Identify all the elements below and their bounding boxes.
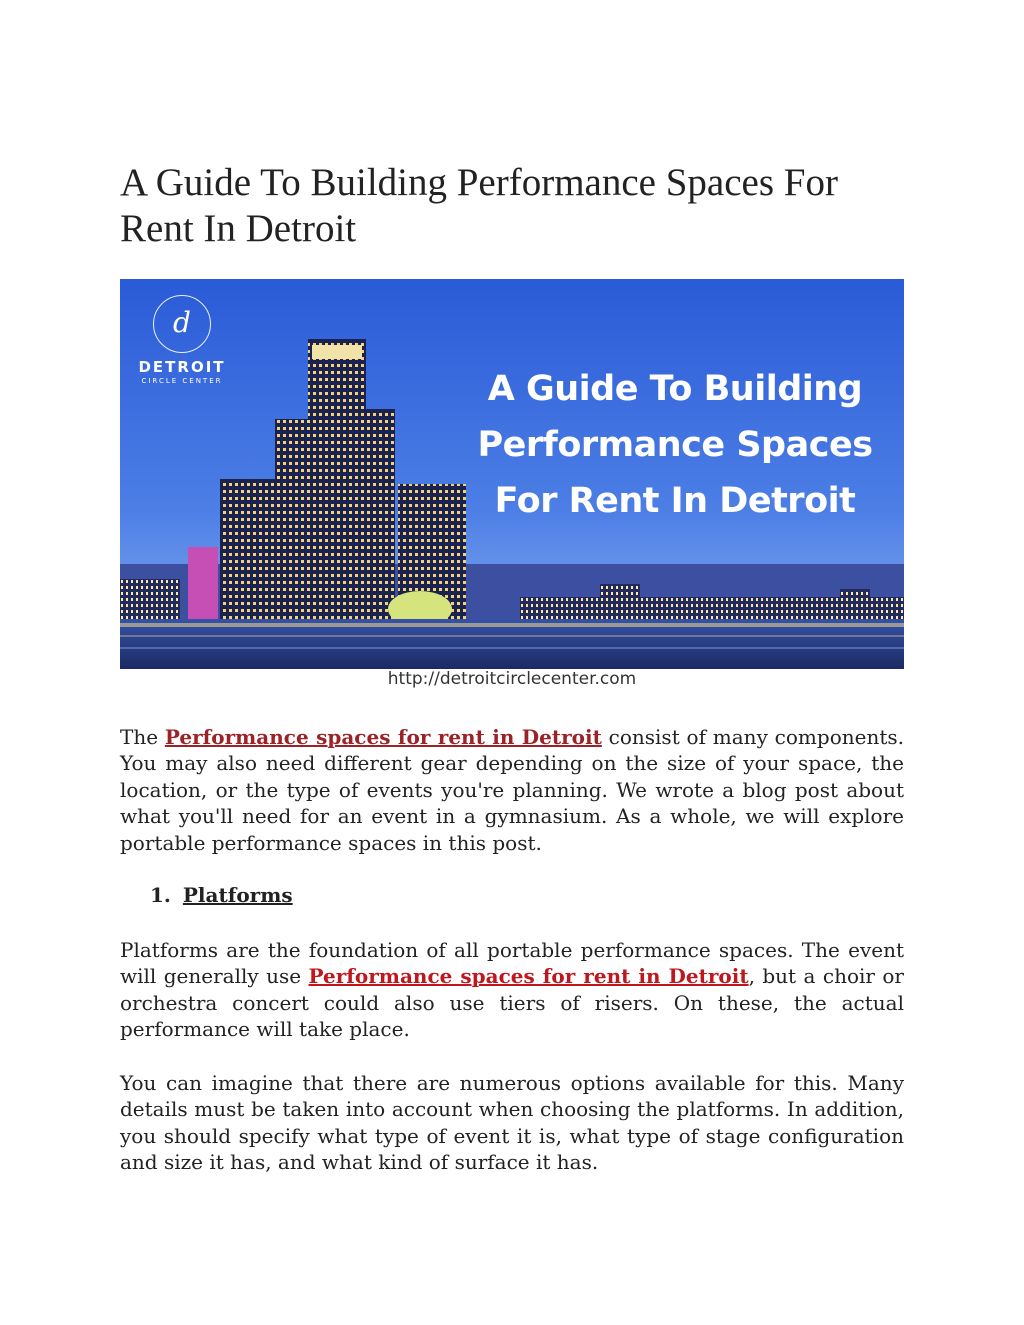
intro-link[interactable]: Performance spaces for rent in Detroit <box>164 725 602 749</box>
intro-prefix: The <box>120 725 165 749</box>
logo-letter: d <box>173 306 191 339</box>
hero-url: http://detroitcirclecenter.com <box>387 669 637 689</box>
hero-title-line: A Guide To Building <box>487 369 863 409</box>
para2-link[interactable]: Performance spaces for rent in Detroit <box>308 964 749 989</box>
hero-image <box>120 279 904 697</box>
section-heading <box>150 883 293 907</box>
hero-title-line: For Rent In Detroit <box>494 481 856 521</box>
hero-title <box>460 361 890 529</box>
logo-subtitle: CIRCLE CENTER <box>141 377 223 385</box>
article-title: A Guide To Building Performance Spaces For Rent In Detroit <box>120 161 838 250</box>
section-heading-link[interactable]: Platforms <box>182 883 293 907</box>
brand-logo <box>132 295 232 385</box>
para2-suffix: , but a choir or orchestra concert could also use tiers of risers. On these, the actual performance will take place. <box>120 964 904 1042</box>
logo-name: DETROIT <box>138 358 226 376</box>
hero-title-line: Performance Spaces <box>477 425 873 465</box>
intro-paragraph <box>120 724 904 856</box>
options-paragraph: You can imagine that there are numerous options available for this. Many details must be taken into account when choosing the platforms. In addition, you should specify what type of event it is, what type of stage configuration and size it has, and what kind of surface it has. <box>120 1071 904 1175</box>
platforms-paragraph <box>120 937 904 1043</box>
logo-emblem-icon <box>153 295 211 353</box>
section-number: 1. <box>150 883 171 907</box>
intro-suffix: consist of many components. You may also need different gear depending on the size of your space, the location, or the type of events you're planning. We wrote a blog post about what you'll need for an event in a gymnasium. As a whole, we will explore portable performance spaces in this post. <box>120 725 904 855</box>
para2-prefix: Platforms are the foundation of all portable performance spaces. The event will generally use <box>120 938 904 989</box>
